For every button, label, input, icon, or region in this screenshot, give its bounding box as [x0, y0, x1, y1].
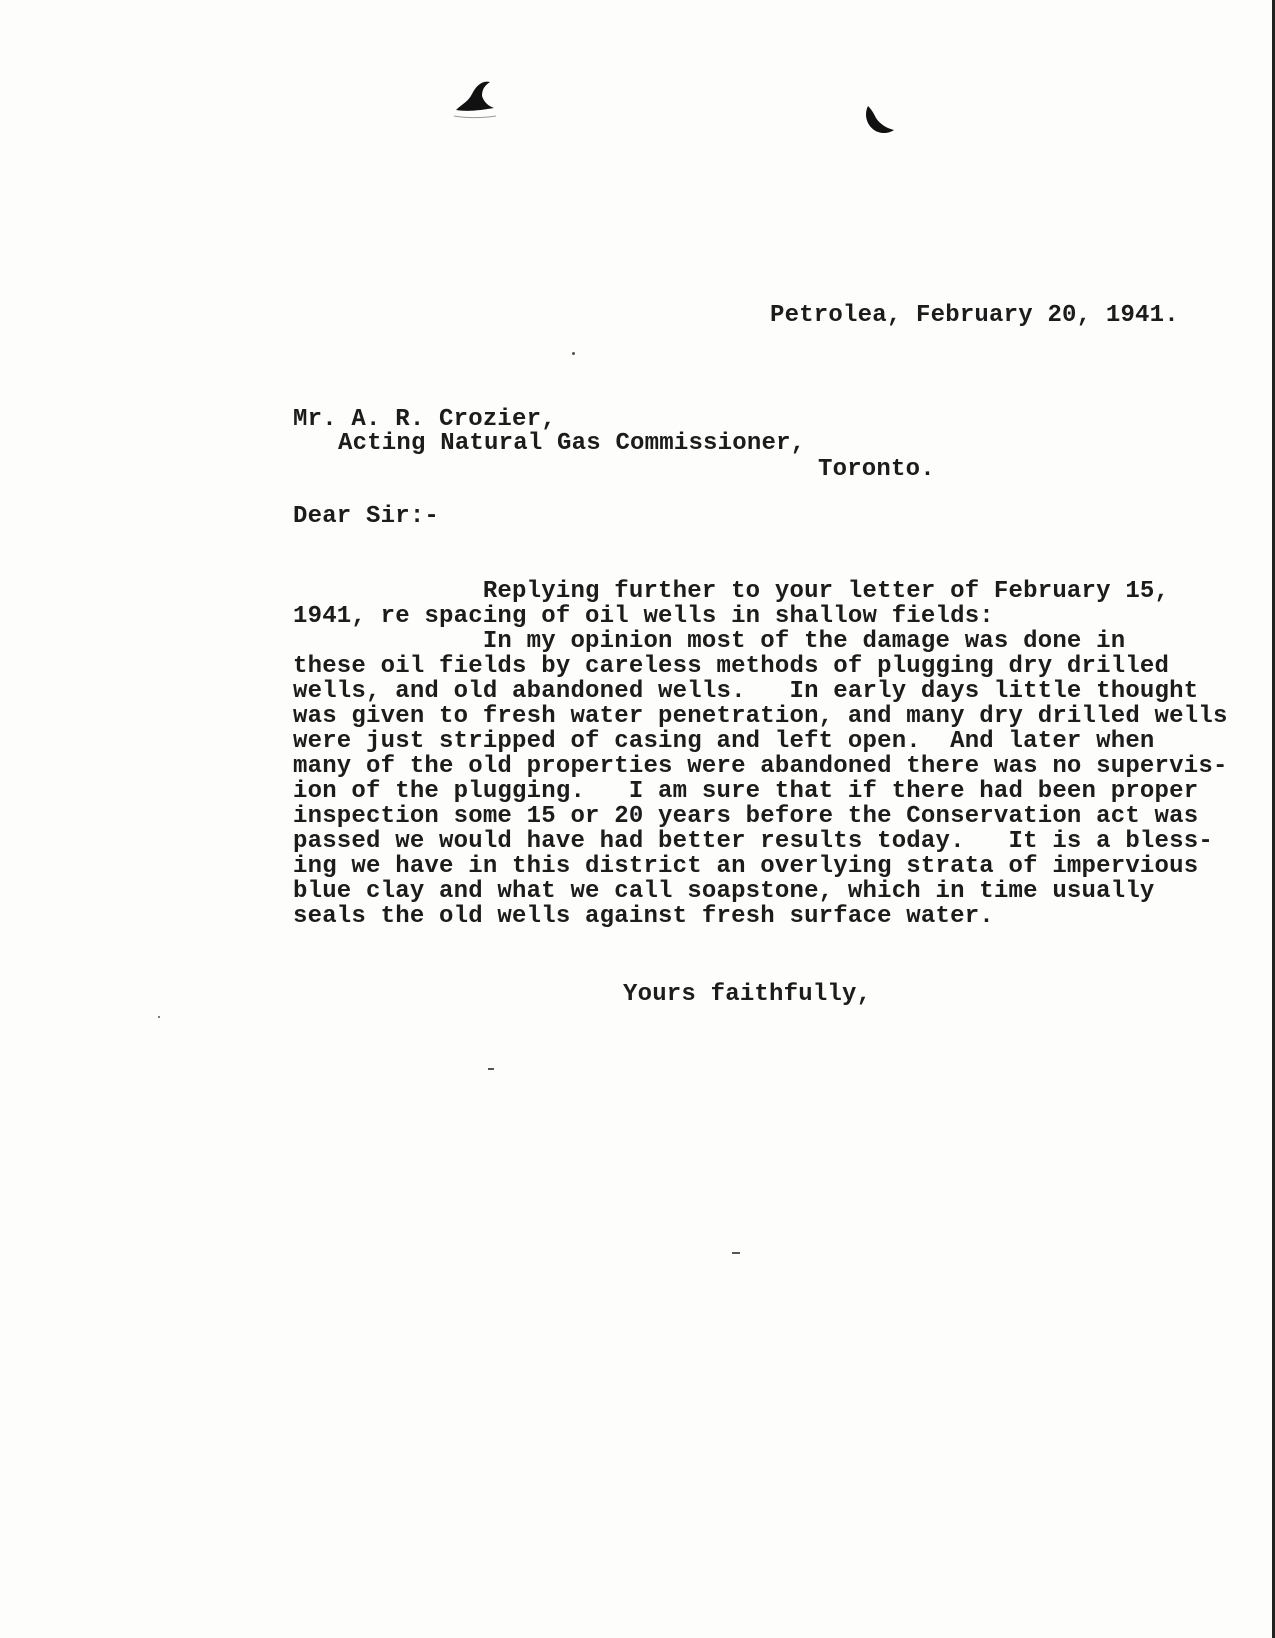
- binder-hole-mark-right: [862, 102, 902, 142]
- addressee-name: Mr. A. R. Crozier,: [293, 406, 556, 433]
- body-line: seals the old wells against fresh surface water.: [293, 903, 994, 930]
- paper-speck: [488, 1068, 494, 1070]
- body-line: ing we have in this district an overlying strata of impervious: [293, 853, 1199, 880]
- date-line: Petrolea, February 20, 1941.: [770, 302, 1179, 329]
- body-line: passed we would have had better results today. It is a bless-: [293, 828, 1213, 855]
- body-line: Replying further to your letter of February 15,: [293, 578, 1170, 605]
- binder-hole-mark-left: [452, 76, 502, 122]
- body-line: inspection some 15 or 20 years before the Conservation act was: [293, 803, 1199, 830]
- body-line: these oil fields by careless methods of plugging dry drilled: [293, 653, 1170, 680]
- body-line: wells, and old abandoned wells. In early days little thought: [293, 678, 1199, 705]
- salutation: Dear Sir:-: [293, 503, 440, 530]
- body-line: 1941, re spacing of oil wells in shallow fields:: [293, 603, 994, 630]
- body-line: were just stripped of casing and left open. And later when: [293, 728, 1155, 755]
- addressee-city: Toronto.: [818, 456, 935, 483]
- paper-speck: [158, 1016, 160, 1018]
- body-line: ion of the plugging. I am sure that if there had been proper: [293, 778, 1199, 805]
- paper-speck: [732, 1252, 740, 1254]
- body-line: blue clay and what we call soapstone, which in time usually: [293, 878, 1155, 905]
- body-line: was given to fresh water penetration, and many dry drilled wells: [293, 703, 1228, 730]
- body-line: In my opinion most of the damage was done in: [293, 628, 1126, 655]
- paper-speck: [572, 352, 575, 355]
- body-line: many of the old properties were abandoned there was no supervis-: [293, 753, 1228, 780]
- addressee-title: Acting Natural Gas Commissioner,: [338, 430, 806, 457]
- closing: Yours faithfully,: [623, 981, 872, 1008]
